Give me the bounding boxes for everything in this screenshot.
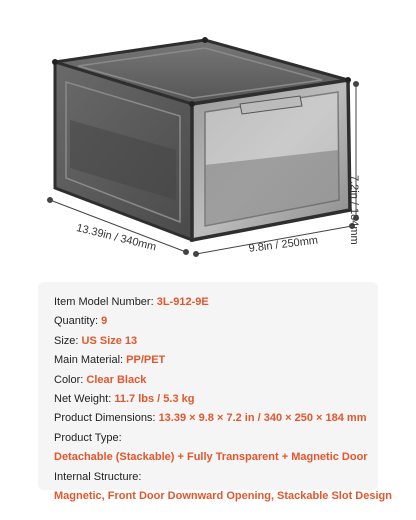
width-dimension-label: 9.8in / 250mm: [248, 234, 319, 255]
spec-model: [54, 293, 374, 312]
spec-label: Color:: [54, 373, 84, 386]
spec-value: PP/PET: [126, 354, 166, 367]
spec-structure-label: Internal Structure:: [54, 470, 142, 483]
spec-label: Size:: [54, 334, 79, 347]
spec-label: Product Dimensions:: [54, 412, 156, 425]
spec-label: Item Model Number:: [54, 296, 154, 308]
spec-weight: [54, 390, 374, 409]
spec-value: Clear Black: [86, 373, 147, 386]
spec-material: [54, 351, 374, 370]
spec-list: [54, 293, 392, 506]
spec-value: 11.7 lbs / 5.3 kg: [114, 393, 195, 406]
spec-value: US Size 13: [81, 334, 138, 347]
spec-value: 13.39 × 9.8 × 7.2 in / 340 × 250 × 184 mm: [158, 412, 367, 425]
spec-structure-value: Magnetic, Front Door Downward Opening, Stackable Slot Design: [54, 490, 392, 503]
spec-label: Quantity:: [54, 315, 99, 328]
spec-size: [54, 332, 374, 351]
height-dimension-label: 7.2in / 184mm: [348, 175, 360, 245]
spec-label: Net Weight:: [54, 393, 112, 406]
spec-label: Main Material:: [54, 354, 124, 367]
spec-value: 9: [101, 315, 108, 328]
spec-color: [54, 371, 374, 390]
specifications-panel: [38, 282, 392, 503]
spec-quantity: [54, 312, 374, 331]
spec-value: 3L-912-9E: [156, 296, 209, 308]
spec-type-value: Detachable (Stackable) + Fully Transparent + Magnetic Door: [54, 451, 368, 464]
spec-dimensions: [54, 409, 374, 428]
depth-dimension-label: 13.39in / 340mm: [75, 222, 158, 254]
spec-type-label: Product Type:: [54, 431, 122, 444]
